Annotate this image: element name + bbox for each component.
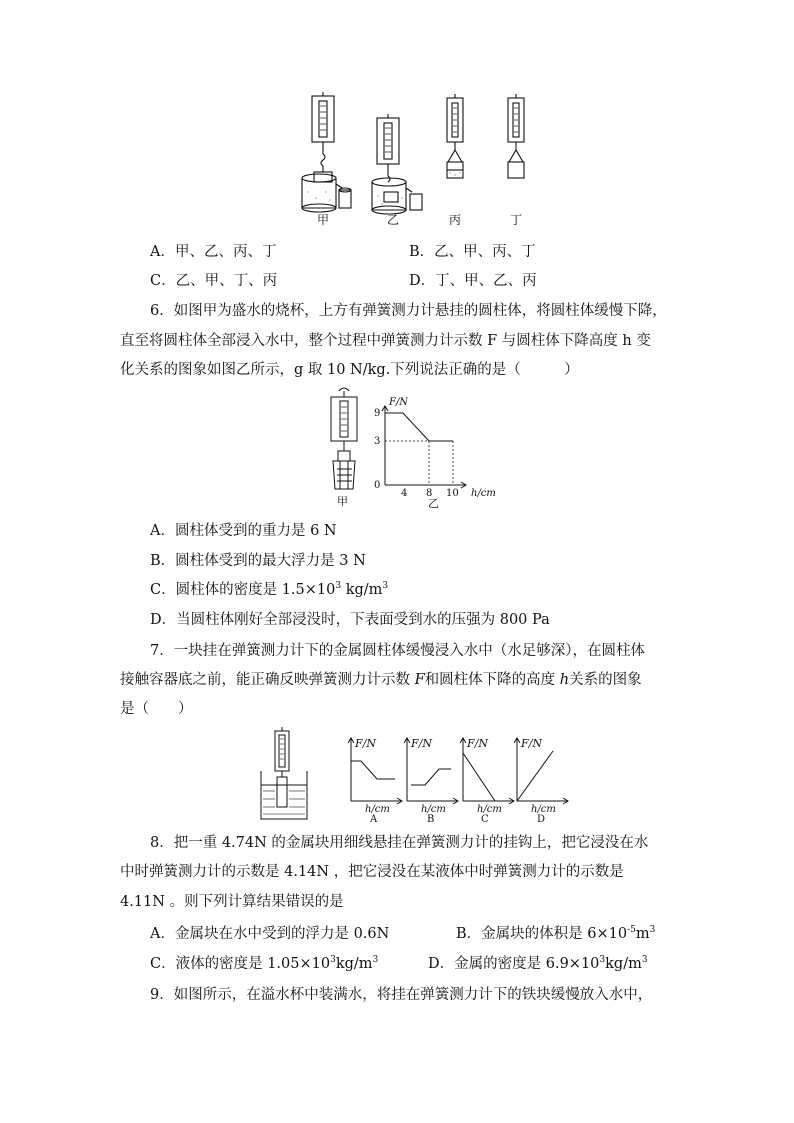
q8-option-d [428, 952, 648, 973]
q7-graph-c-x: h/cm [477, 804, 502, 815]
fig6-y-tick-3: 3 [374, 436, 381, 447]
q7-graph-d-y: F/N [521, 737, 542, 750]
q8-option-b-unit: m [635, 926, 650, 942]
q7-line-2-b: 和圆柱体下降的高度 [424, 672, 560, 688]
q7-graph-c-y: F/N [467, 737, 488, 750]
q7-line-2 [120, 668, 642, 689]
q5-option-c: C．乙、甲、丁、丙 [150, 273, 278, 289]
q7-graph-a-label: A [370, 814, 378, 823]
fig5-label-jia: 甲 [317, 213, 330, 227]
fig6-x-axis: h/cm [471, 488, 496, 499]
q5-option-b: B．乙、甲、丙、丁 [409, 244, 536, 260]
q9-line-1: 9．如图所示，在溢水杯中装满水，将挂在弹簧测力计下的铁块缓慢放入水中， [150, 987, 653, 1003]
q6-option-a: A．圆柱体受到的重力是 6 N [150, 523, 337, 539]
q7-figure [255, 727, 575, 823]
q8-option-b [456, 922, 655, 943]
q8-option-c-unit: kg/m [335, 956, 373, 972]
q8-option-c-unit-exp: 3 [372, 955, 379, 965]
q6-line-2: 直至将圆柱体全部浸入水中，整个过程中弹簧测力计示数 F 与圆柱体下降高度 h 变 [120, 333, 651, 349]
q8-line-1: 8．把一重 4.74N 的金属块用细线悬挂在弹簧测力计的挂钩上，把它浸没在水 [150, 835, 649, 851]
q7-graph-a-y: F/N [355, 737, 376, 750]
fig5-label-yi: 乙 [387, 213, 400, 227]
q8-option-c-exp: 3 [330, 955, 336, 965]
q6-option-c-unit: kg/m [341, 582, 383, 598]
q8-line-3: 4.11N 。则下列计算结果错误的是 [120, 894, 344, 910]
q7-graph-d-label: D [537, 814, 546, 823]
q5-figure [290, 92, 540, 228]
q5-option-d: D．丁、甲、乙、丙 [409, 273, 537, 289]
q8-option-b-exp: -5 [627, 925, 636, 935]
q8-option-b-unit-exp: 3 [649, 925, 656, 935]
fig6-y-tick-0: 0 [374, 480, 381, 491]
q8-option-d-text: D．金属的密度是 6.9×10 [428, 956, 600, 972]
q6-option-c-unit-exp: 3 [382, 581, 389, 591]
fig6-y-tick-9: 9 [374, 408, 381, 419]
q7-line-1: 7．一块挂在弹簧测力计下的金属圆柱体缓慢浸入水中（水足够深），在圆柱体 [150, 643, 645, 659]
q6-figure [325, 385, 515, 510]
q8-option-d-exp: 3 [599, 955, 606, 965]
q8-option-b-text: B．金属块的体积是 6×10 [456, 926, 628, 942]
q6-line-3: 化关系的图象如图乙所示，g 取 10 N/kg.下列说法正确的是（ ） [120, 362, 579, 378]
q6-option-d: D．当圆柱体刚好全部浸没时，下表面受到水的压强为 800 Pa [150, 612, 550, 628]
q7-graph-b-label: B [427, 814, 435, 823]
q6-line-1: 6．如图甲为盛水的烧杯，上方有弹簧测力计悬挂的圆柱体，将圆柱体缓慢下降， [150, 303, 667, 319]
q8-option-d-unit-exp: 3 [641, 955, 648, 965]
q8-line-2: 中时弹簧测力计的示数是 4.14N ，把它浸没在某液体中时弹簧测力计的示数是 [120, 864, 624, 880]
q7-line-3: 是（ ） [120, 701, 193, 717]
q6-option-c [150, 578, 388, 599]
q7-line-2-F: F [414, 672, 425, 688]
q8-option-c-text: C．液体的密度是 1.05×10 [150, 956, 331, 972]
fig5-label-bing: 丙 [449, 213, 462, 227]
q7-graph-d-x: h/cm [531, 804, 556, 815]
q8-option-a: A．金属块在水中受到的浮力是 0.6N [150, 926, 390, 942]
fig6-label-yi: 乙 [428, 497, 439, 510]
fig6-x-tick-10: 10 [446, 488, 459, 499]
q7-graph-a-x: h/cm [365, 804, 390, 815]
q8-option-c [150, 952, 378, 973]
fig6-label-jia: 甲 [337, 495, 348, 508]
q8-option-d-unit: kg/m [605, 956, 642, 972]
q7-graph-c-label: C [481, 814, 489, 823]
q6-option-c-exp: 3 [335, 581, 342, 591]
fig5-label-ding: 丁 [510, 213, 523, 227]
q7-line-2-h: h [559, 672, 570, 688]
q7-graph-b-y: F/N [411, 737, 432, 750]
fig6-y-axis: F/N [389, 397, 409, 408]
fig6-x-tick-8: 8 [426, 488, 433, 499]
q6-option-c-text: C．圆柱体的密度是 1.5×10 [150, 582, 336, 598]
fig6-x-tick-4: 4 [401, 488, 408, 499]
q7-line-2-a: 接触容器底之前，能正确反映弹簧测力计示数 [120, 672, 415, 688]
q6-option-b: B．圆柱体受到的最大浮力是 3 N [150, 553, 366, 569]
q7-graph-b-x: h/cm [421, 804, 446, 815]
q5-option-a: A．甲、乙、丙、丁 [150, 244, 277, 260]
q7-line-2-c: 关系的图象 [569, 672, 642, 688]
